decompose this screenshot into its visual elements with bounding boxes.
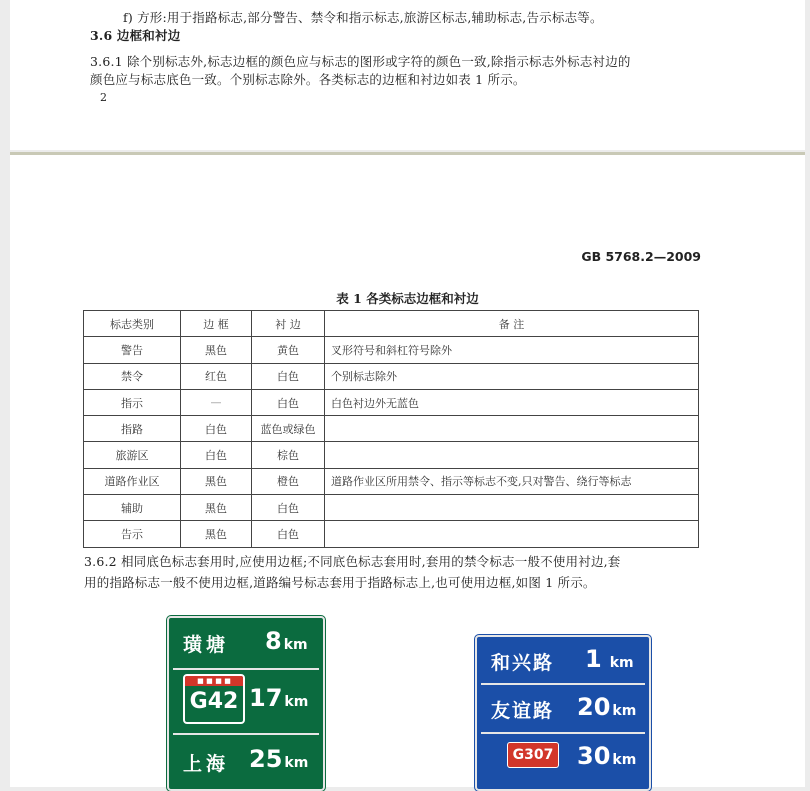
table-row	[84, 521, 699, 547]
table-row	[84, 495, 699, 521]
green-sign-row-2	[175, 670, 317, 732]
cell-category: 警告	[84, 337, 181, 363]
cell-remarks	[325, 495, 699, 521]
green-row3-unit: km	[284, 755, 309, 771]
blue-row2-unit: km	[612, 703, 637, 719]
green-row3-distance	[249, 745, 308, 773]
cell-category: 辅助	[84, 495, 181, 521]
paragraph-3-6-2-line-2: 用的指路标志一般不使用边框,道路编号标志套用于指路标志上,也可使用边框,如图 1 所示。	[84, 575, 596, 590]
table-caption: 表 1 各类标志边框和衬边	[336, 291, 479, 306]
cell-lining: 白色	[252, 389, 325, 415]
cell-category: 道路作业区	[84, 468, 181, 494]
cell-frame: —	[181, 389, 252, 415]
cell-frame: 黑色	[181, 337, 252, 363]
cell-remarks: 道路作业区所用禁令、指示等标志不变,只对警告、绕行等标志	[325, 468, 699, 494]
paragraph-3-6-1-line-1: 3.6.1 除个别标志外,标志边框的颜色应与标志的图形或字符的颜色一致,除指示标志外标志衬边的	[90, 54, 631, 69]
green-guide-sign	[167, 616, 325, 791]
blue-sign-row-2	[483, 685, 643, 731]
green-row3-dist-value: 25	[249, 745, 283, 773]
cell-lining: 白色	[252, 363, 325, 389]
blue-sign-row-1	[483, 637, 643, 683]
header-remarks: 备 注	[325, 311, 699, 337]
green-row2-dist-value: 17	[249, 684, 283, 712]
blue-row1-place: 和兴路	[491, 652, 555, 674]
cell-remarks: 个别标志除外	[325, 363, 699, 389]
cell-category: 告示	[84, 521, 181, 547]
table-row	[84, 442, 699, 468]
cell-lining: 白色	[252, 495, 325, 521]
cell-category: 禁令	[84, 363, 181, 389]
green-row1-unit: km	[283, 637, 308, 653]
cell-category: 指示	[84, 389, 181, 415]
paragraph-3-6-1-line-2: 颜色应与标志底色一致。个别标志除外。各类标志的边框和衬边如表 1 所示。	[90, 72, 526, 87]
cell-frame: 白色	[181, 416, 252, 442]
cell-frame: 红色	[181, 363, 252, 389]
cell-lining: 棕色	[252, 442, 325, 468]
border-lining-table	[83, 310, 699, 548]
expressway-route-shield	[183, 674, 245, 724]
green-row3-place: 上海	[183, 753, 230, 775]
blue-row1-distance	[585, 645, 634, 673]
cell-lining: 橙色	[252, 468, 325, 494]
cell-remarks: 白色衬边外无蓝色	[325, 389, 699, 415]
previous-page	[10, 0, 805, 150]
current-page	[10, 152, 805, 787]
cell-lining: 白色	[252, 521, 325, 547]
blue-row2-distance	[577, 693, 636, 721]
page-number: 2	[100, 91, 107, 104]
blue-row2-dist-value: 20	[577, 693, 611, 721]
green-row2-unit: km	[284, 694, 309, 710]
green-row1-dist-value: 8	[265, 627, 282, 655]
route-code-g42: G42	[189, 689, 239, 714]
blue-row3-distance	[577, 742, 636, 770]
cell-remarks	[325, 442, 699, 468]
blue-row1-dist-value: 1	[585, 645, 602, 673]
cell-frame: 白色	[181, 442, 252, 468]
table-row	[84, 389, 699, 415]
item-f-text: f) 方形:用于指路标志,部分警告、禁令和指示标志,旅游区标志,辅助标志,告示标志等。	[123, 10, 603, 25]
blue-sign-row-3	[483, 734, 643, 786]
green-row1-place: 璜塘	[183, 634, 230, 656]
table-header-row	[84, 311, 699, 337]
header-frame: 边 框	[181, 311, 252, 337]
blue-guide-sign	[475, 635, 651, 791]
national-road-shield: G307	[507, 742, 559, 768]
header-category: 标志类别	[84, 311, 181, 337]
green-row2-distance	[249, 684, 308, 712]
section-heading-3-6: 3.6 边框和衬边	[90, 28, 181, 43]
green-sign-row-1	[175, 618, 317, 668]
blue-row3-unit: km	[612, 752, 637, 768]
blue-row1-unit: km	[609, 655, 634, 671]
table-row	[84, 337, 699, 363]
cell-frame: 黑色	[181, 468, 252, 494]
cell-remarks	[325, 416, 699, 442]
green-sign-row-3	[175, 735, 317, 787]
cell-lining: 黄色	[252, 337, 325, 363]
paragraph-3-6-2-line-1: 3.6.2 相同底色标志套用时,应使用边框;不同底色标志套用时,套用的禁令标志一般不使用衬边,套	[84, 554, 621, 569]
standard-id: GB 5768.2—2009	[581, 249, 701, 264]
cell-remarks: 叉形符号和斜杠符号除外	[325, 337, 699, 363]
table-row	[84, 468, 699, 494]
cell-frame: 黑色	[181, 521, 252, 547]
blue-row2-place: 友谊路	[491, 700, 555, 722]
table-row	[84, 363, 699, 389]
cell-lining: 蓝色或绿色	[252, 416, 325, 442]
cell-remarks	[325, 521, 699, 547]
table-row	[84, 416, 699, 442]
blue-row3-dist-value: 30	[577, 742, 611, 770]
green-row1-distance	[265, 627, 308, 655]
route-shield-cap: ■ ■ ■ ■	[185, 676, 243, 686]
header-lining: 衬 边	[252, 311, 325, 337]
cell-category: 旅游区	[84, 442, 181, 468]
cell-category: 指路	[84, 416, 181, 442]
cell-frame: 黑色	[181, 495, 252, 521]
